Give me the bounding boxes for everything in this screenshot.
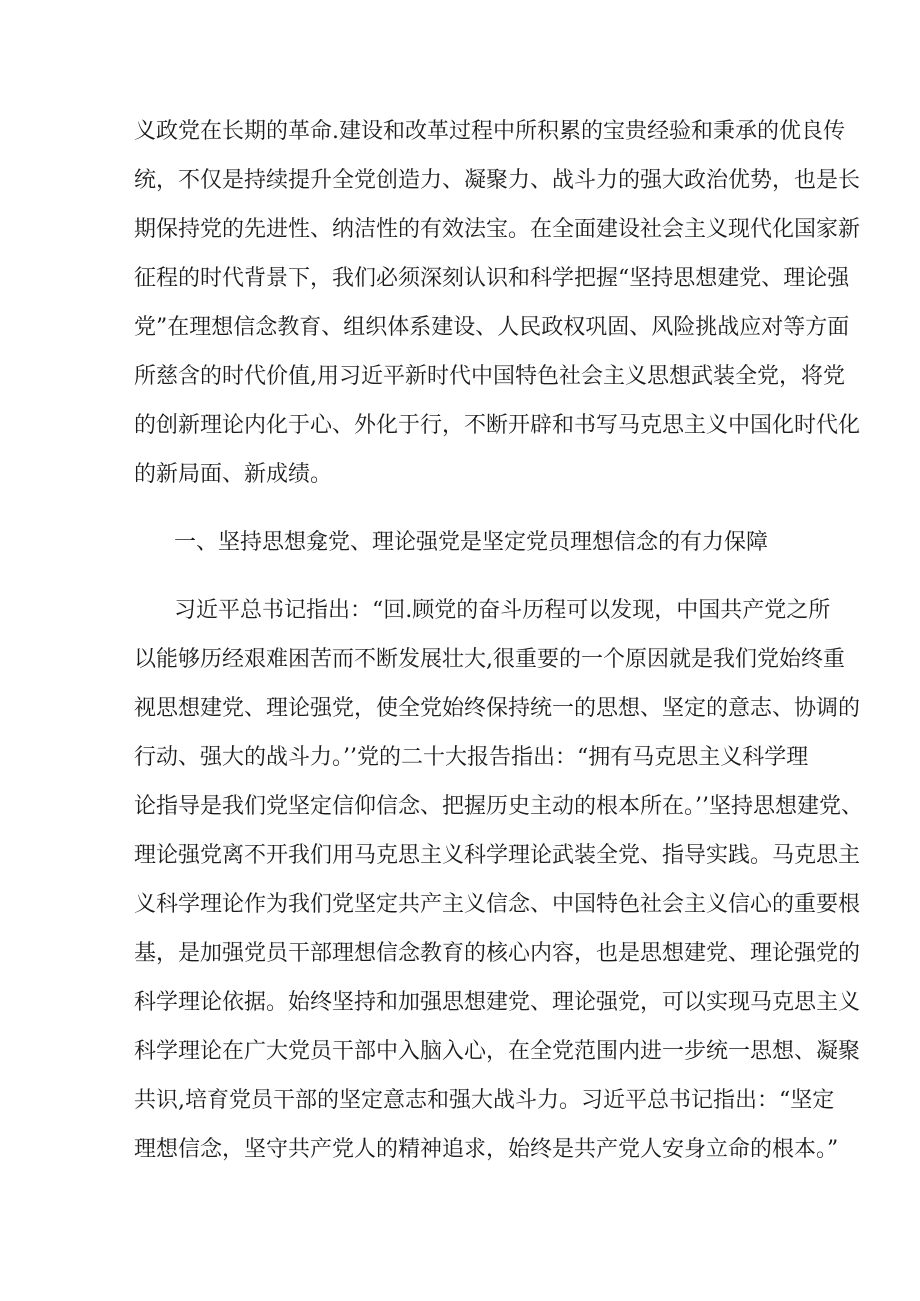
paragraph-line: 论指导是我们党坚定信仰信念、把握历史主动的根本所在。’’坚持思想建党、: [134, 794, 863, 819]
paragraph-line: 的新局面、新成绩。: [134, 462, 333, 487]
paragraph-line: 以能够历经艰难困苦而不断发展壮大,很重要的一个原因就是我们党始终重: [134, 647, 845, 672]
paragraph-line: 的创新理论内化于心、外化于行，不断开辟和书写马克思主义中国化时代化: [134, 413, 861, 438]
paragraph-line: 征程的时代背景下，我们必须深刻认识和科学把握“坚持思想建党、理论强: [134, 266, 850, 291]
paragraph-line: 基，是加强党员干部理想信念教育的核心内容，也是思想建党、理论强党的: [134, 941, 861, 966]
paragraph-line: 义科学理论作为我们党坚定共产主义信念、中国特色社会主义信心的重要根: [134, 892, 861, 917]
paragraph-line: 科学理论在广大党员干部中入脑入心，在全党范围内进一步统一思想、凝聚: [134, 1039, 861, 1064]
paragraph-line: 所慈含的时代价值,用习近平新时代中国特色社会主义思想武装全党，将党: [134, 364, 845, 389]
paragraph-line: 科学理论依据。始终坚持和加强思想建党、理论强党，可以实现马克思主义: [134, 990, 861, 1015]
paragraph-line: 行动、强大的战斗力。’’党的二十大报告指出：“拥有马克思主义科学理: [134, 745, 809, 770]
paragraph-line: 理论强党离不开我们用马克思主义科学理论武装全党、指导实践。马克思主: [134, 843, 861, 868]
section-heading: 一、坚持思想龛党、理论强党是坚定党员理想信念的有力保障: [174, 530, 769, 555]
paragraph-line: 统，不仅是持续提升全党创造力、凝聚力、战斗力的强大政治优势，也是长: [134, 168, 861, 193]
paragraph-line: 期保持党的先进性、纳洁性的有效法宝。在全面建设社会主义现代化国家新: [134, 217, 861, 242]
paragraph-line: 视思想建党、理论强党，使全党始终保持统一的思想、坚定的意志、协调的: [134, 696, 861, 721]
paragraph-line: 习近平总书记指出：“回.顾党的奋斗历程可以发现，中国共产党之所: [174, 598, 831, 623]
paragraph-line: 党”在理想信念教育、组织体系建设、人民政权巩固、风险挑战应对等方面: [134, 315, 850, 340]
paragraph-line: 理想信念，坚守共产党人的精神追求，始终是共产党人安身立命的根本。”: [134, 1137, 839, 1162]
paragraph-line: 共识,培育党员干部的坚定意志和强大战斗力。习近平总书记指出：“坚定: [134, 1088, 835, 1113]
paragraph-line: 义政党在长期的革命.建设和改革过程中所积累的宝贵经验和秉承的优良传: [134, 119, 845, 144]
